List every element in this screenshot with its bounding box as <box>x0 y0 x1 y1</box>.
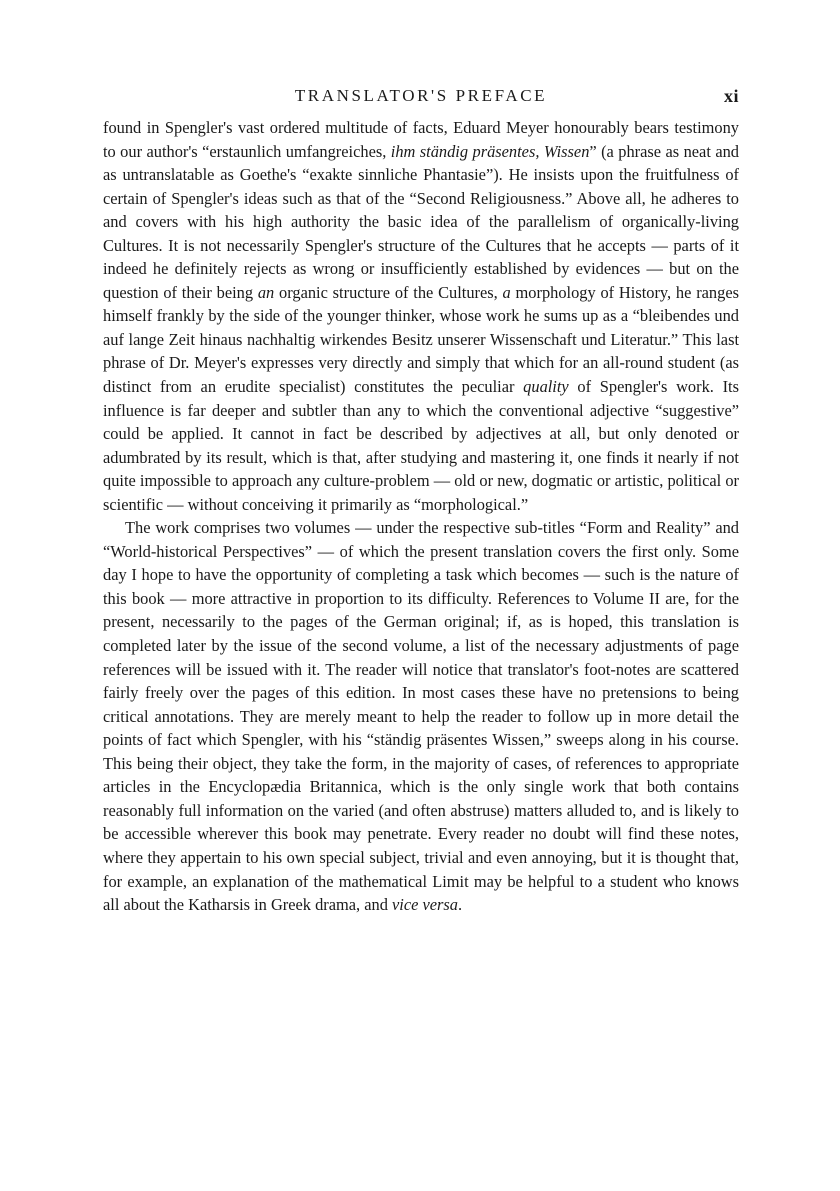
italic-phrase: ihm ständig präsentes, Wissen <box>390 141 590 161</box>
text-segment: . <box>458 895 463 915</box>
book-page <box>103 84 739 917</box>
italic-word: quality <box>523 377 569 397</box>
paragraph-2 <box>103 516 739 916</box>
text-segment: ” (a phrase as neat and as untranslatable as Goethe's “exakte sinnliche Phantasie”). He insists upon the fruitfulness of certain of Spengler's ideas such as that of the “Second Religiousness.” Above all, he adheres to and covers with his high authority the basic idea of the parallelism of organically-living Cultures. It is not necessarily Spengler's structure of the Cultures that he accepts — parts of it indeed he definitely rejects as wrong or insufficiently established by evidences — but on the question of their being <box>103 141 739 302</box>
italic-phrase: vice versa <box>392 895 458 915</box>
text-segment: of Spengler's work. Its influence is far deeper and subtler than any to which the conventional adjective “suggestive” could be applied. It cannot in fact be described by adjectives at all, but only denoted or adumbrated by its result, which is that, after studying and mastering it, one finds it nearly if not quite impossible to approach any culture-problem — old or new, dogmatic or artistic, political or scientific — without conceiving it primarily as “morphological.” <box>103 377 739 514</box>
text-segment: found in Spengler's vast ordered multitude of facts, Eduard Meyer honourably bears testimony to our author's “erstaunlich umfangreiches, <box>103 118 739 161</box>
text-segment: organic structure of the Cultures, <box>274 282 503 302</box>
italic-word: an <box>257 282 275 302</box>
body-text <box>103 116 739 917</box>
italic-word: a <box>502 282 511 302</box>
text-segment: The work comprises two volumes — under the respective sub-titles “Form and Reality” and “World-historical Perspectives” — of which the present translation covers the first only. Some day I hope to have the opportunity of completing a task which becomes — such is the nature of this book — more attractive in proportion to its difficulty. References to Volume II are, for the present, necessarily to the pages of the German original; if, as is hoped, this translation is completed later by the issue of the second volume, a list of the necessary adjustments of page references will be issued with it. The reader will notice that translator's foot-notes are scattered fairly freely over the pages of this edition. In most cases these have no pretensions to being critical annotations. They are merely meant to help the reader to follow up in more detail the points of fact which Spengler, with his “ständig präsentes Wissen,” sweeps along in his course. This being their object, they take the form, in the majority of cases, of references to appropriate articles in the Encyclopædia Britannica, which is the only single work that both contains reasonably full information on the varied (and often abstruse) matters alluded to, and is likely to be accessible wherever this book may penetrate. Every reader no doubt will find these notes, where they appertain to his own special subject, trivial and even annoying, but it is thought that, for example, an explanation of the mathematical Limit may be helpful to a student who knows all about the Katharsis in Greek drama, and <box>103 518 739 915</box>
paragraph-1 <box>103 116 739 516</box>
page-number: xi <box>723 86 739 106</box>
text-segment: morphology of History, he ranges himself frankly by the side of the younger thinker, whose work he sums up as a “bleibendes und auf lange Zeit hinaus nachhaltig wirkendes Besitz unserer Wissenschaft und Literatur.” This last phrase of Dr. Meyer's expresses very directly and simply that which for an all-round student (as distinct from an erudite specialist) constitutes the peculiar <box>103 282 739 397</box>
running-header <box>103 84 739 114</box>
running-title: TRANSLATOR'S PREFACE <box>294 86 548 105</box>
